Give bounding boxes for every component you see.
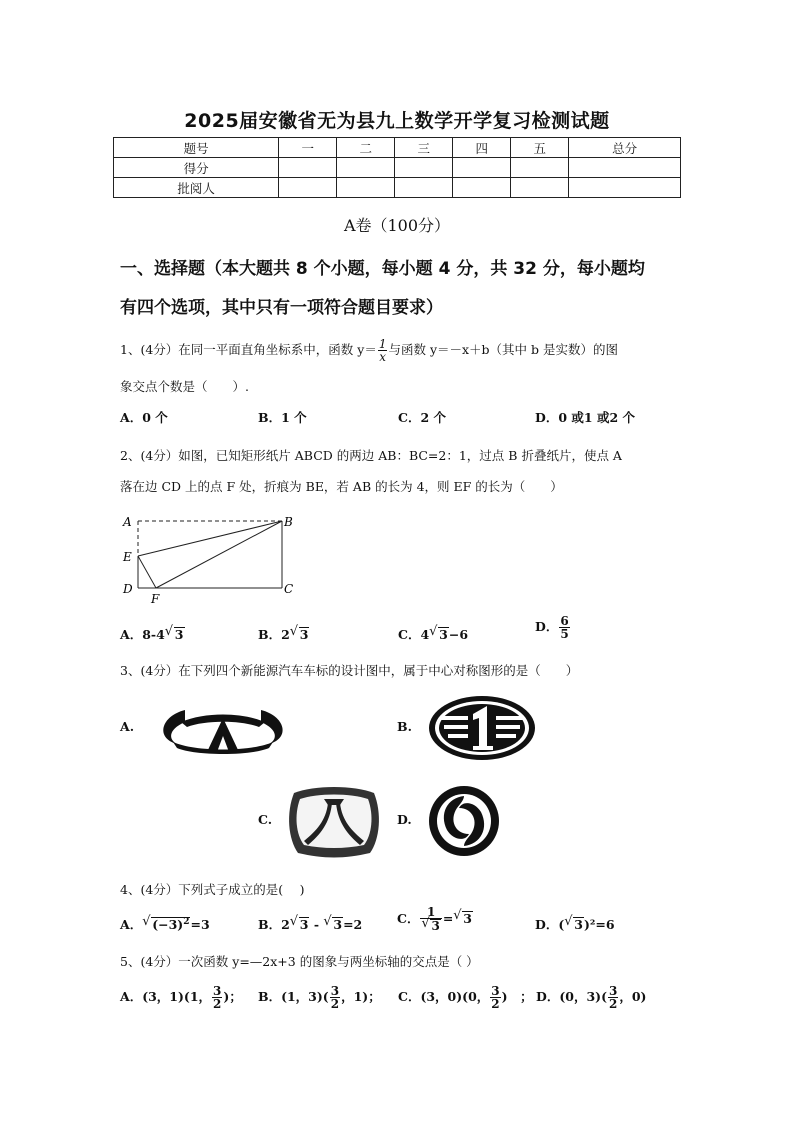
score-table-cell: 三 (395, 138, 453, 158)
score-table-cell (453, 178, 511, 198)
score-table (113, 137, 681, 198)
question-4-option-d (535, 915, 615, 933)
question-1-option-a: A．0 个 (120, 410, 168, 425)
car-logo-b-icon (427, 694, 537, 762)
numerator: 1 (378, 337, 387, 351)
point-label-b: B (284, 515, 293, 529)
radical: √ 3 (438, 627, 449, 641)
option-text: ) ； (501, 989, 533, 1004)
radical: √ 3 (299, 627, 310, 641)
section-1-heading-line1: 一、选择题（本大题共 8 个小题，每小题 4 分，共 32 分，每小题均 (120, 259, 645, 279)
radical: √ 3 (299, 917, 310, 931)
radical: √ 3 (174, 627, 185, 641)
question-3-label-c: C. (258, 812, 273, 827)
numerator: 3 (608, 984, 618, 998)
score-table-cell (279, 178, 337, 198)
score-table-cell (279, 158, 337, 178)
fraction (608, 985, 618, 1010)
numerator: 3 (491, 984, 500, 998)
car-logo-c-icon (284, 783, 384, 859)
score-table-cell: 总分 (569, 138, 681, 158)
segment-fb (156, 521, 282, 588)
question-4-option-a (120, 915, 210, 933)
score-table-cell: 一 (279, 138, 337, 158)
score-table-row (114, 178, 681, 198)
question-5-option-d (536, 985, 646, 1010)
option-text: B．(1，3)( (258, 989, 329, 1004)
radicand: (−3) (152, 917, 184, 932)
question-3-label-a: A. (120, 719, 135, 734)
question-2-option-c (398, 625, 468, 643)
option-text: ，0) (619, 989, 647, 1004)
score-table-cell (453, 158, 511, 178)
question-4-option-c (397, 906, 473, 933)
fraction (559, 615, 569, 640)
question-3-label-b: B. (397, 719, 412, 734)
radical (151, 917, 190, 931)
option-text: D．( (535, 917, 565, 932)
option-text: D． (535, 619, 559, 634)
option-text: A． (120, 917, 143, 932)
question-4-option-b (258, 915, 362, 933)
option-text: =3 (190, 917, 210, 932)
question-1-option-c: C．2 个 (398, 410, 446, 425)
option-text: = (442, 910, 454, 926)
question-4-text: 4、(4分）下列式子成立的是( ) (120, 882, 305, 897)
fraction (330, 985, 340, 1010)
question-1-line1 (120, 338, 618, 363)
score-table-cell: 批阅人 (114, 178, 279, 198)
score-table-cell (337, 178, 395, 198)
segment-ef (138, 556, 156, 588)
score-table-cell (337, 158, 395, 178)
question-5-text: 5、(4分）一次函数 y=—2x+3 的图象与两坐标轴的交点是（ ） (120, 954, 479, 969)
fold-line-be (138, 521, 282, 556)
score-table-header-row (114, 138, 681, 158)
score-table-cell (569, 158, 681, 178)
point-label-d: D (123, 582, 133, 596)
point-label-f: F (151, 592, 160, 606)
option-text: −6 (448, 627, 469, 642)
radical: √ 3 (462, 911, 473, 925)
numerator: 6 (560, 614, 569, 628)
score-table-cell (511, 158, 569, 178)
question-1-line2: 象交点个数是（ ）. (120, 379, 249, 394)
question-5-option-c (398, 985, 533, 1010)
denominator: 5 (560, 627, 569, 641)
denominator: 2 (330, 997, 340, 1011)
score-table-cell (511, 178, 569, 198)
question-3-text: 3、(4分）在下列四个新能源汽车车标的设计图中，属于中心对称图形的是（ ） (120, 663, 579, 678)
score-table-cell: 得分 (114, 158, 279, 178)
score-table-cell (395, 158, 453, 178)
section-1-heading-line2: 有四个选项，其中只有一项符合题目要求） (120, 298, 443, 318)
score-table-cell (395, 178, 453, 198)
radical: √ 3 (430, 919, 440, 933)
question-1-option-b: B．1 个 (258, 410, 307, 425)
score-table-cell (569, 178, 681, 198)
car-logo-a-icon (155, 700, 291, 756)
option-text: B．2 (258, 627, 290, 642)
score-table-cell: 五 (511, 138, 569, 158)
radical: √ 3 (332, 917, 343, 931)
question-5-option-a (120, 985, 242, 1010)
option-text: - (309, 917, 324, 932)
question-2-line2: 落在边 CD 上的点 F 处，折痕为 BE，若 AB 的长为 4，则 EF 的长为（ ） (120, 479, 563, 494)
numerator: 3 (330, 984, 340, 998)
exponent: 2 (183, 916, 190, 927)
option-text: B．2 (258, 917, 290, 932)
question-2-option-d (535, 615, 571, 640)
radical: √ 3 (573, 917, 584, 931)
option-text: D．(0，3)( (536, 989, 607, 1004)
option-text: ，1)； (341, 989, 381, 1004)
car-logo-d-icon (425, 784, 503, 858)
option-text: C．(3，0)(0， (398, 989, 490, 1004)
option-text: C． (397, 910, 420, 926)
point-label-c: C (284, 582, 294, 596)
question-2-option-a (120, 625, 185, 643)
fraction (420, 906, 441, 933)
question-1-option-d: D．0 或1 或2 个 (535, 410, 635, 425)
denominator: 2 (608, 997, 618, 1011)
point-label-a: A (123, 515, 132, 529)
section-a-heading: A卷（100分） (343, 216, 451, 235)
numerator: 3 (213, 984, 222, 998)
score-table-row (114, 158, 681, 178)
option-text: )； (223, 989, 242, 1004)
option-text: A．(3，1)(1， (120, 989, 212, 1004)
rectangle-fold-figure (118, 512, 298, 606)
question-2-line1: 2、(4分）如图，已知矩形纸片 ABCD 的两边 AB：BC=2：1，过点 B 折叠纸片，使点 A (120, 448, 622, 463)
fraction (490, 985, 500, 1010)
option-text: =2 (343, 917, 363, 932)
question-3-label-d: D. (397, 812, 412, 827)
question-5-option-b (258, 985, 381, 1010)
score-table-cell: 二 (337, 138, 395, 158)
question-1-text: 与函数 y＝－x＋b（其中 b 是实数）的图 (388, 342, 619, 357)
numerator: 1 (420, 906, 441, 919)
point-label-e: E (123, 550, 132, 564)
fraction (378, 338, 388, 363)
denominator: 2 (491, 997, 500, 1011)
denominator: 2 (213, 997, 222, 1011)
question-1-text: 1、(4分）在同一平面直角坐标系中，函数 y＝ (120, 342, 377, 357)
option-text: C．4 (398, 627, 430, 642)
exam-title: 2025届安徽省无为县九上数学开学复习检测试题 (184, 110, 610, 132)
denominator (420, 919, 441, 933)
option-text: A．8-4 (120, 627, 165, 642)
score-table-cell: 题号 (114, 138, 279, 158)
score-table-cell: 四 (453, 138, 511, 158)
denominator: x (379, 350, 387, 364)
option-text: )²=6 (583, 917, 615, 932)
fraction (212, 985, 222, 1010)
question-2-option-b (258, 625, 309, 643)
